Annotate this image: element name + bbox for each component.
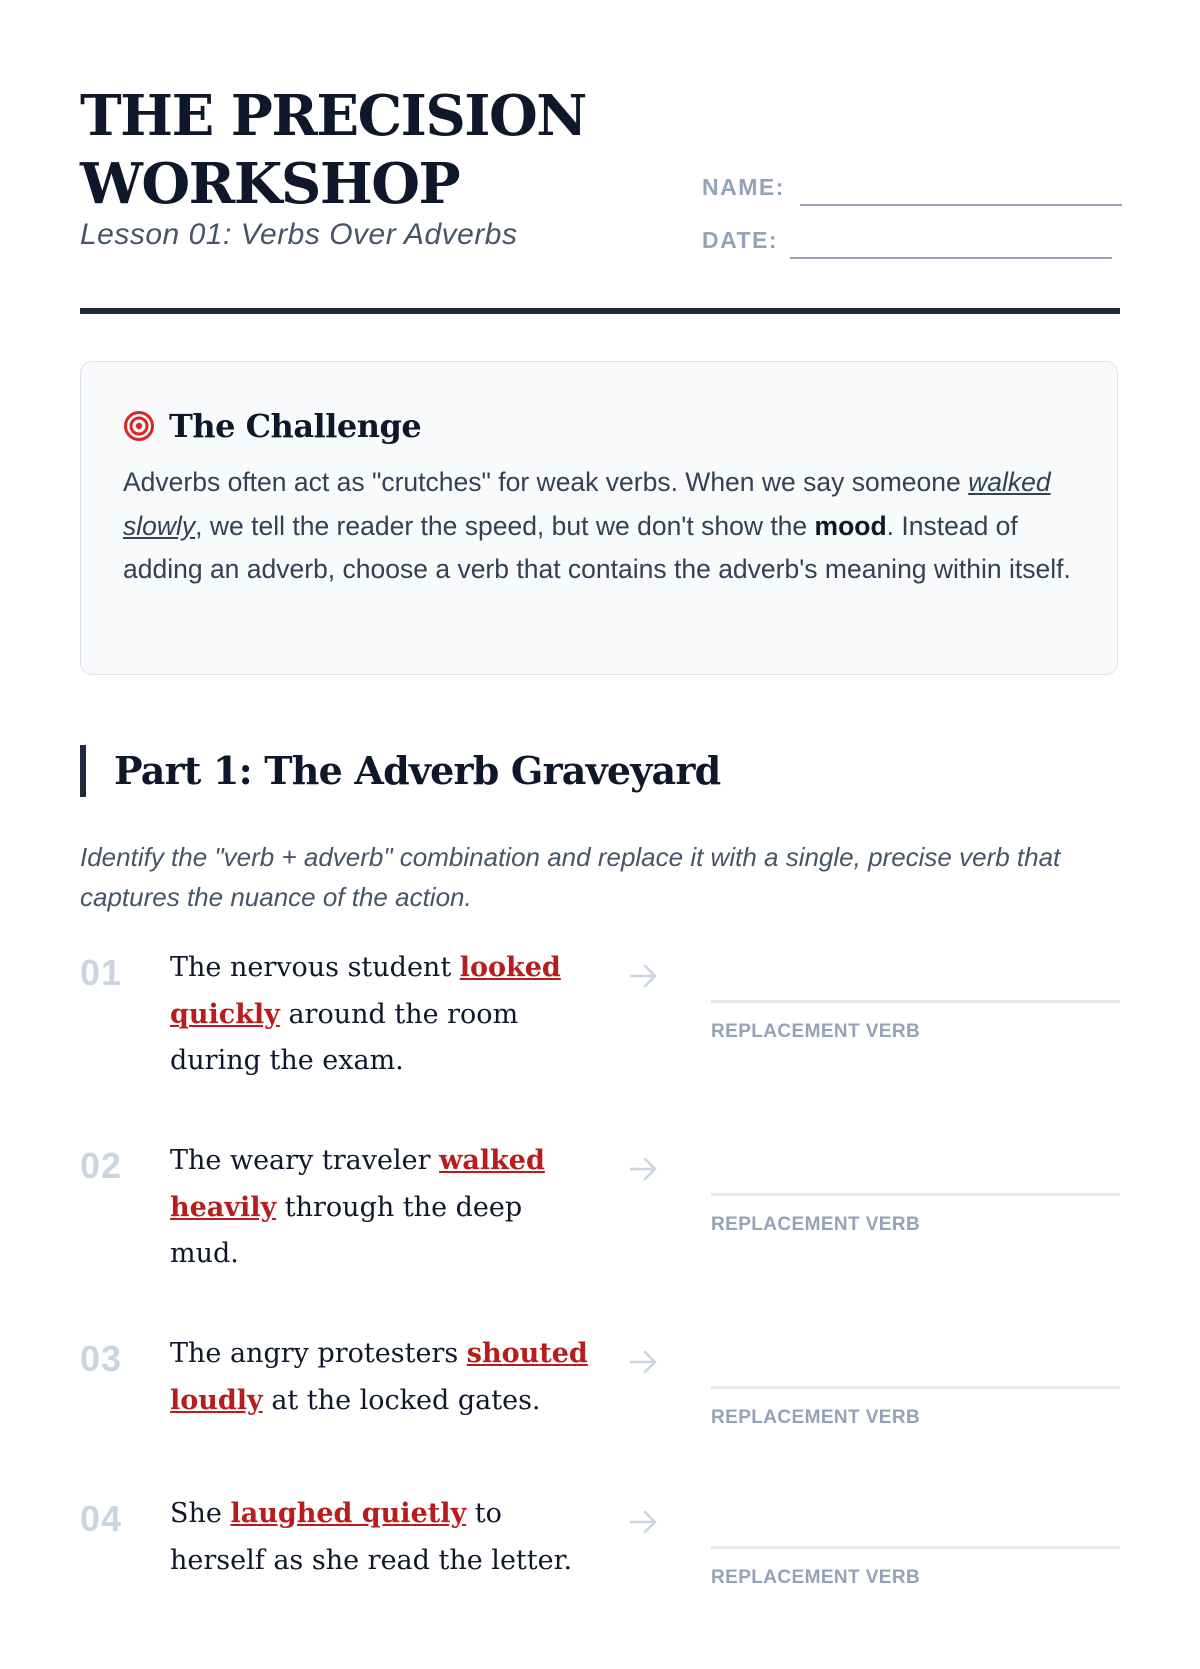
replacement-verb-label: REPLACEMENT VERB [711,1407,921,1428]
date-label: DATE: [702,227,779,253]
challenge-text-part-3: . Instead of adding an adverb, choose a verb that contains the adverb's meaning within itself. [123,510,1071,584]
date-blank-line[interactable] [790,257,1112,259]
name-label: NAME: [702,174,785,200]
target-phrase: laughed quietly [230,1498,467,1529]
lesson-subtitle: Lesson 01: Verbs Over Adverbs [80,218,518,251]
challenge-text-part-1: Adverbs often act as "crutches" for weak verbs. When we say someone [123,467,969,497]
exercise-number: 02 [80,1145,123,1186]
title-line-1: THE PRECISION [80,83,586,149]
sentence-before: The weary traveler [170,1145,440,1176]
sentence-after: around the room during the exam. [170,998,519,1076]
arrow-right-icon [626,1345,660,1379]
replacement-verb-label: REPLACEMENT VERB [711,1567,921,1588]
exercise-item [80,1489,1120,1669]
challenge-text-part-2: , we tell the reader the speed, but we don't show the [195,510,815,541]
challenge-text [123,461,1083,592]
replacement-answer-line[interactable] [711,1193,1120,1196]
part-1-heading [80,745,720,797]
sentence-after: at the locked gates. [262,1384,541,1416]
sentence-after: through the deep mud. [170,1191,523,1269]
replacement-answer-line[interactable] [711,1386,1120,1389]
replacement-answer-line[interactable] [711,1000,1120,1003]
replacement-verb-label: REPLACEMENT VERB [711,1214,921,1235]
target-phrase: walked heavily [170,1145,545,1223]
target-phrase: looked quickly [170,952,561,1030]
arrow-right-icon [626,959,660,993]
exercise-number: 01 [80,952,123,993]
replacement-answer-line[interactable] [711,1546,1120,1549]
exercise-item [80,1329,1120,1509]
replacement-verb-label: REPLACEMENT VERB [711,1021,921,1042]
worksheet-header [80,82,1120,314]
target-icon [123,410,155,442]
exercise-item [80,1136,1120,1316]
part-1-instructions: Identify the "verb + adverb" combination and replace it with a single, precise verb that captures the nuance of the action. [80,842,1061,912]
target-phrase: shouted loudly [170,1338,588,1416]
name-blank-line[interactable] [800,204,1122,206]
challenge-title: The Challenge [169,407,422,445]
exercise-sentence [170,1331,600,1424]
worksheet-title [80,82,600,218]
sentence-after: to herself as she read the letter. [170,1498,573,1576]
title-line-2: WORKSHOP [80,151,460,217]
challenge-strong: mood [814,510,887,541]
part-1-title: Part 1: The Adverb Graveyard [114,748,721,793]
exercise-sentence [170,1138,590,1278]
arrow-right-icon [626,1152,660,1186]
exercise-item [80,943,1120,1123]
arrow-right-icon [626,1505,660,1539]
sentence-before: She [170,1498,231,1529]
sentence-before: The angry protesters [170,1338,467,1369]
challenge-box [80,361,1118,675]
exercise-number: 03 [80,1338,123,1379]
exercise-sentence [170,945,590,1085]
sentence-before: The nervous student [170,952,460,983]
challenge-emphasis: walked slowly [123,467,1051,541]
exercise-sentence [170,1491,600,1584]
exercise-number: 04 [80,1498,123,1539]
